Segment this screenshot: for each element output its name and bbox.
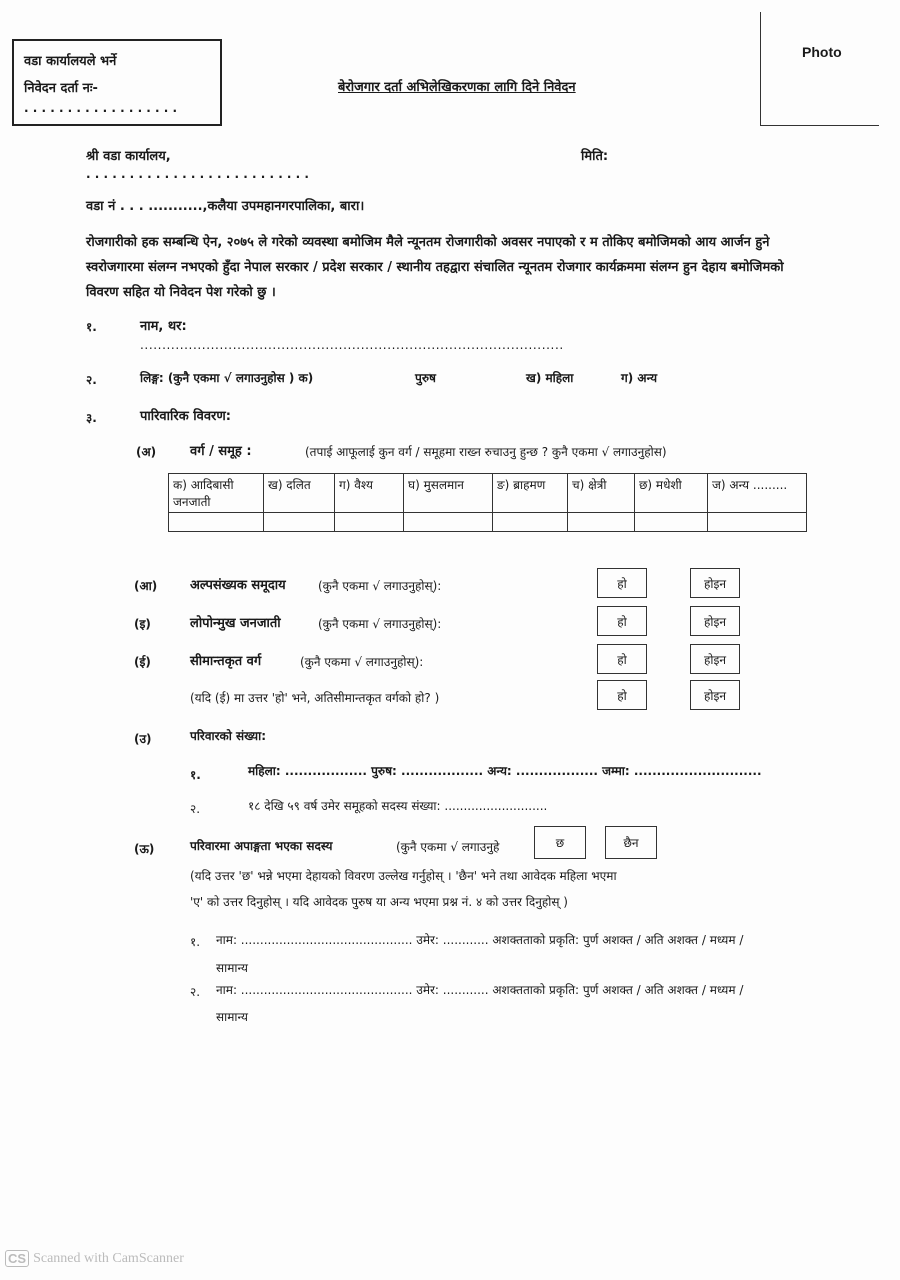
q2-label: लिङ्ग: (कुनै एकमा √ लगाउनुहोस ) क) — [140, 371, 314, 385]
page-title: बेरोजगार दर्ता अभिलेखिकरणका लागि दिने निवेदन — [338, 80, 576, 95]
q3f-note-line1: (यदि उत्तर 'छ' भन्ने भएमा देहायको विवरण उल्लेख गर्नुहोस् । 'छैन' भने तथा आवेदक महिला भएमा — [190, 869, 617, 883]
name-field[interactable]: ................................................................................................ — [140, 338, 564, 352]
q3d-label: सीमान्तकृत वर्ग — [190, 654, 262, 669]
caste-option[interactable]: क) आदिबासी जनजाती — [169, 474, 264, 513]
q3e-label: परिवारको संख्या: — [190, 729, 267, 743]
q3c-hint: (कुनै एकमा √ लगाउनुहोस्): — [318, 617, 442, 631]
q2-number: २. — [86, 373, 97, 387]
minority-no-box[interactable]: होइन — [690, 568, 740, 598]
family-count-fields[interactable]: महिला: .................. पुरुष: .................. अन्य: .................. जम्मा: ............................ — [248, 764, 762, 778]
caste-option[interactable]: छ) मधेशी — [635, 474, 708, 513]
watermark-text: Scanned with CamScanner — [33, 1250, 184, 1266]
gender-option-male[interactable]: पुरुष — [415, 371, 436, 385]
caste-check-cell[interactable] — [169, 513, 264, 532]
office-name-field[interactable]: . . . . . . . . . . . . . . . . . . . . . . . . . . — [86, 167, 309, 181]
q3b-hint: (कुनै एकमा √ लगाउनुहोस्): — [318, 579, 442, 593]
caste-option[interactable]: ज) अन्य ......... — [708, 474, 807, 513]
q3-number: ३. — [86, 411, 97, 425]
disability-no-box[interactable]: छैन — [605, 826, 657, 859]
intro-paragraph: रोजगारीको हक सम्बन्धि ऐन, २०७५ ले गरेको व्यवस्था बमोजिम मैले न्यूनतम रोजगारीको अवसर नपाएको र म तोकिए बमोजिमको आय आर्जन हुने स्वरोजगारमा संलग्न नभएको हुँदा नेपाल सरकार / प्रदेश सरकार / स्थानीय तहद्वारा संचालित न्यूनतम रोजगार कार्यक्रममा संलग्न हुन देहाय बमोजिमको विवरण सहित यो निवेदन पेश गरेको छु । — [86, 235, 784, 300]
q3a-label: वर्ग / समूह : — [190, 444, 252, 459]
disabled-member-1-fields[interactable]: नाम: ............................................. उमेर: ............ अशक्तताको प्रकृति: पुर्ण अशक्त / अति अशक्त / मध्यम / — [216, 933, 744, 947]
q3f-note-line2: 'ए' को उत्तर दिनुहोस् । यदि आवेदक पुरुष या अन्य भएमा प्रश्न नं. ४ को उत्तर दिनुहोस् ) — [190, 895, 568, 909]
application-number-label: निवेदन दर्ता नः- — [24, 81, 98, 96]
gender-option-other[interactable]: ग) अन्य — [621, 371, 658, 385]
caste-header-row — [169, 474, 807, 513]
ultra-marginalized-yes-box[interactable]: हो — [597, 680, 647, 710]
disabled-member-1-cont[interactable]: सामान्य — [216, 961, 249, 975]
q1-number: १. — [86, 320, 97, 334]
addressee: श्री वडा कार्यालय, — [86, 149, 171, 164]
q3c-label: लोपोन्मुख जनजाती — [190, 616, 281, 631]
caste-option[interactable]: ख) दलित — [264, 474, 335, 513]
photo-box[interactable] — [760, 12, 879, 126]
q3-label: पारिवारिक विवरण: — [140, 409, 231, 424]
q3a-hint: (तपाई आफूलाई कुन वर्ग / समूहमा राख्न रुचाउनु हुन्छ ? कुनै एकमा √ लगाउनुहोस) — [305, 445, 667, 459]
q3a-number: (अ) — [136, 445, 157, 459]
caste-check-cell[interactable] — [404, 513, 493, 532]
q3b-label: अल्पसंख्यक समूदाय — [190, 578, 286, 593]
endangered-no-box[interactable]: होइन — [690, 606, 740, 636]
caste-check-cell[interactable] — [493, 513, 568, 532]
disabled-member-2-cont[interactable]: सामान्य — [216, 1010, 249, 1024]
photo-label: Photo — [802, 44, 842, 60]
disabled-member-2-number: २. — [190, 985, 201, 999]
caste-option[interactable]: घ) मुसलमान — [404, 474, 493, 513]
disability-yes-box[interactable]: छ — [534, 826, 586, 859]
q3d-sub-question: (यदि (ई) मा उत्तर 'हो' भने, अतिसीमान्तकृत वर्गको हो? ) — [190, 691, 440, 705]
disabled-member-1-number: १. — [190, 935, 201, 949]
q3b-number: (आ) — [134, 579, 158, 593]
caste-check-row — [169, 513, 807, 532]
q3e-row2-number: २. — [190, 802, 201, 816]
caste-table — [168, 473, 807, 532]
marginalized-yes-box[interactable]: हो — [597, 644, 647, 674]
marginalized-no-box[interactable]: होइन — [690, 644, 740, 674]
office-use-box — [12, 39, 222, 126]
minority-yes-box[interactable]: हो — [597, 568, 647, 598]
q3f-hint: (कुनै एकमा √ लगाउनुहे — [396, 840, 500, 854]
caste-option[interactable]: ङ) ब्राहमण — [493, 474, 568, 513]
ultra-marginalized-no-box[interactable]: होइन — [690, 680, 740, 710]
application-number-field[interactable]: . . . . . . . . . . . . . . . . . . — [24, 101, 178, 115]
q3e-number: (उ) — [134, 732, 152, 746]
date-label: मिति: — [581, 149, 609, 164]
office-use-label: वडा कार्यालयले भर्ने — [24, 54, 117, 69]
endangered-yes-box[interactable]: हो — [597, 606, 647, 636]
q3f-number: (ऊ) — [134, 842, 155, 856]
caste-option[interactable]: च) क्षेत्री — [568, 474, 635, 513]
camscanner-logo-icon: CS — [5, 1250, 29, 1267]
caste-check-cell[interactable] — [708, 513, 807, 532]
q3d-hint: (कुनै एकमा √ लगाउनुहोस्): — [300, 655, 424, 669]
working-age-count-field[interactable]: १८ देखि ५९ वर्ष उमेर समूहको सदस्य संख्या: ........................... — [248, 799, 548, 813]
q3e-row1-number: १. — [190, 768, 201, 782]
disabled-member-2-fields[interactable]: नाम: ............................................. उमेर: ............ अशक्तताको प्रकृति: पुर्ण अशक्त / अति अशक्त / मध्यम / — [216, 983, 744, 997]
caste-option[interactable]: ग) वैश्य — [335, 474, 404, 513]
camscanner-watermark — [5, 1250, 184, 1267]
caste-check-cell[interactable] — [568, 513, 635, 532]
ward-line: वडा नं . . . ...........,कलैया उपमहानगरपालिका, बारा। — [86, 199, 365, 214]
caste-check-cell[interactable] — [264, 513, 335, 532]
caste-check-cell[interactable] — [635, 513, 708, 532]
gender-option-female[interactable]: ख) महिला — [526, 371, 574, 385]
q3c-number: (इ) — [134, 617, 151, 631]
q3d-number: (ई) — [134, 655, 151, 669]
q3f-label: परिवारमा अपाङ्गता भएका सदस्य — [190, 839, 333, 853]
caste-check-cell[interactable] — [335, 513, 404, 532]
q1-label: नाम, थर: — [140, 319, 187, 334]
